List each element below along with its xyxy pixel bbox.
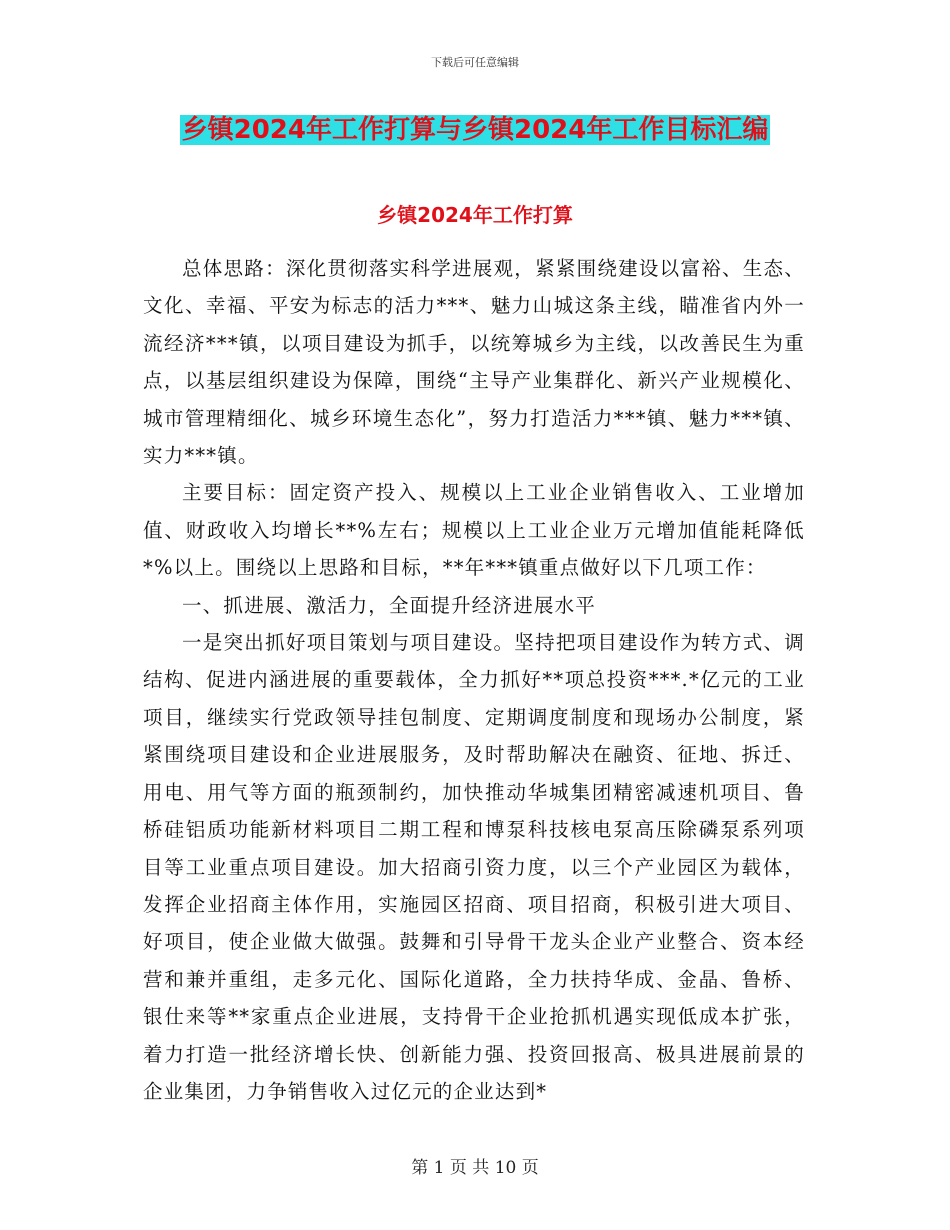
document-title [0,112,950,148]
page-footer: 第 1 页 共 10 页 [411,1158,539,1178]
section-title: 乡镇2024年工作打算 [377,203,573,227]
paragraph-project-construction: 一是突出抓好项目策划与项目建设。坚持把项目建设作为转方式、调结构、促进内涵进展的重要载体，全力抓好**项总投资***.*亿元的工业项目，继续实行党政领导挂包制度、定期调度制度和现场办公制度，紧紧围绕项目建设和企业进展服务，及时帮助解决在融资、征地、拆迁、用电、用气等方面的瓶颈制约，加快推动华城集团精密减速机项目、鲁桥硅铝质功能新材料项目二期工程和博泵科技核电泵高压除磷泵系列项目等工业重点项目建设。加大招商引资力度，以三个产业园区为载体，发挥企业招商主体作用，实施园区招商、项目招商，积极引进大项目、好项目，使企业做大做强。鼓舞和引导骨干龙头企业产业整合、资本经营和兼并重组，走多元化、国际化道路，全力扶持华成、金晶、鲁桥、银仕来等**家重点企业进展，支持骨干企业抢抓机遇实现低成本扩张，着力打造一批经济增长快、创新能力强、投资回报高、极具进展前景的企业集团，力争销售收入过亿元的企业达到* [143,631,805,1103]
header-note: 下载后可任意编辑 [431,56,519,69]
paragraph-overall-approach: 总体思路：深化贯彻落实科学进展观，紧紧围绕建设以富裕、生态、文化、幸福、平安为标志的活力***、魅力山城这条主线，瞄准省内外一流经济***镇，以项目建设为抓手，以统筹城乡为主线，以改善民生为重点，以基层组织建设为保障，围绕“主导产业集群化、新兴产业规模化、城市管理精细化、城乡环境生态化”，努力打造活力***镇、魅力***镇、实力***镇。 [143,257,805,468]
paragraph-main-goals: 主要目标：固定资产投入、规模以上工业企业销售收入、工业增加值、财政收入均增长**%左右；规模以上工业企业万元增加值能耗降低*%以上。围绕以上思路和目标，**年***镇重点做好以下几项工作： [143,481,805,580]
document-title-text: 乡镇2024年工作打算与乡镇2024年工作目标汇编 [181,115,769,145]
document-body [143,250,805,1110]
paragraph-heading-one: 一、抓进展、激活力，全面提升经济进展水平 [182,593,597,617]
